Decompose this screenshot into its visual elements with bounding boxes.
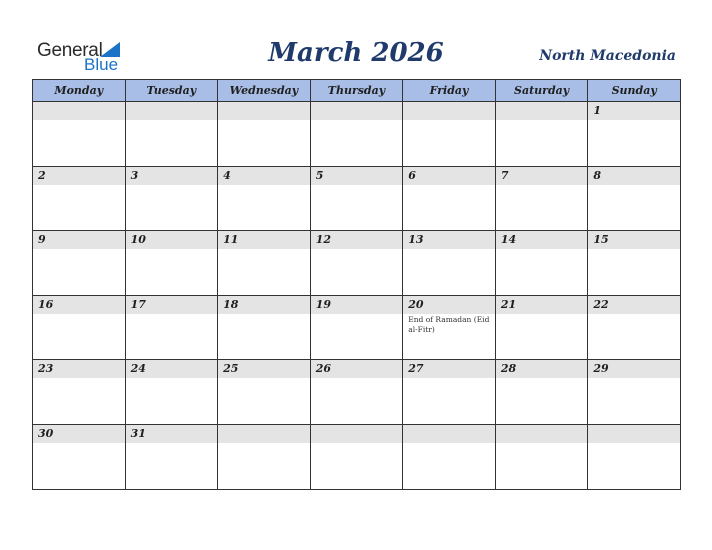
day-number: 7 xyxy=(496,167,588,185)
week-row xyxy=(33,360,681,425)
day-cell xyxy=(125,295,218,360)
day-cell xyxy=(125,166,218,231)
day-number xyxy=(311,102,403,120)
day-cell xyxy=(33,295,126,360)
day-number: 19 xyxy=(311,296,403,314)
day-cell xyxy=(495,166,588,231)
holiday-label: End of Ramadan (Eid al-Fitr) xyxy=(408,314,490,334)
country-name: North Macedonia xyxy=(539,48,676,64)
day-number: 20 xyxy=(403,296,495,314)
day-number: 24 xyxy=(126,360,218,378)
weekday-friday: Friday xyxy=(403,80,496,102)
day-cell xyxy=(588,295,681,360)
day-number: 12 xyxy=(311,231,403,249)
day-number: 17 xyxy=(126,296,218,314)
day-cell xyxy=(125,360,218,425)
day-number: 4 xyxy=(218,167,310,185)
day-cell xyxy=(310,424,403,489)
day-number: 9 xyxy=(33,231,125,249)
day-number: 23 xyxy=(33,360,125,378)
weekday-monday: Monday xyxy=(33,80,126,102)
day-number: 25 xyxy=(218,360,310,378)
day-cell xyxy=(403,166,496,231)
week-row xyxy=(33,166,681,231)
day-number: 26 xyxy=(311,360,403,378)
month-calendar xyxy=(32,79,681,490)
logo-word-blue: Blue xyxy=(84,55,119,74)
calendar-title: March 2026 xyxy=(268,38,444,68)
weekday-sunday: Sunday xyxy=(588,80,681,102)
day-cell xyxy=(588,102,681,167)
weekday-tuesday: Tuesday xyxy=(125,80,218,102)
weekday-thursday: Thursday xyxy=(310,80,403,102)
day-number: 8 xyxy=(588,167,680,185)
day-number: 29 xyxy=(588,360,680,378)
day-cell xyxy=(33,360,126,425)
day-number: 16 xyxy=(33,296,125,314)
day-cell xyxy=(218,166,311,231)
day-cell xyxy=(588,231,681,296)
day-number: 5 xyxy=(311,167,403,185)
day-number xyxy=(218,102,310,120)
day-number xyxy=(496,425,588,443)
day-cell xyxy=(403,360,496,425)
week-row xyxy=(33,102,681,167)
weekday-wednesday: Wednesday xyxy=(218,80,311,102)
day-number xyxy=(403,425,495,443)
day-cell xyxy=(125,231,218,296)
day-number xyxy=(588,425,680,443)
day-cell xyxy=(218,424,311,489)
day-number: 21 xyxy=(496,296,588,314)
day-cell xyxy=(218,295,311,360)
day-cell xyxy=(218,231,311,296)
day-cell xyxy=(310,360,403,425)
day-cell xyxy=(495,102,588,167)
day-cell xyxy=(33,231,126,296)
day-number xyxy=(403,102,495,120)
day-number: 1 xyxy=(588,102,680,120)
day-number: 2 xyxy=(33,167,125,185)
day-number: 13 xyxy=(403,231,495,249)
day-number: 14 xyxy=(496,231,588,249)
day-number: 10 xyxy=(126,231,218,249)
day-cell xyxy=(588,360,681,425)
day-number xyxy=(496,102,588,120)
day-cell xyxy=(310,295,403,360)
day-number: 11 xyxy=(218,231,310,249)
weekday-saturday: Saturday xyxy=(495,80,588,102)
day-cell xyxy=(495,295,588,360)
day-cell xyxy=(588,166,681,231)
week-row xyxy=(33,424,681,489)
week-row xyxy=(33,295,681,360)
day-cell xyxy=(403,424,496,489)
logo-word-general: General xyxy=(37,40,103,61)
day-number: 15 xyxy=(588,231,680,249)
day-number: 28 xyxy=(496,360,588,378)
day-number xyxy=(33,102,125,120)
day-cell xyxy=(125,102,218,167)
day-cell xyxy=(218,360,311,425)
day-number: 31 xyxy=(126,425,218,443)
day-number: 18 xyxy=(218,296,310,314)
week-row xyxy=(33,231,681,296)
day-cell xyxy=(218,102,311,167)
day-cell xyxy=(33,424,126,489)
day-cell xyxy=(588,424,681,489)
day-number: 30 xyxy=(33,425,125,443)
day-cell xyxy=(310,231,403,296)
calendar-body xyxy=(33,102,681,490)
day-cell xyxy=(495,424,588,489)
day-number: 22 xyxy=(588,296,680,314)
day-cell xyxy=(33,102,126,167)
day-cell xyxy=(403,102,496,167)
day-cell xyxy=(33,166,126,231)
day-cell xyxy=(310,102,403,167)
day-number: 6 xyxy=(403,167,495,185)
day-cell xyxy=(495,231,588,296)
day-number xyxy=(311,425,403,443)
day-number: 27 xyxy=(403,360,495,378)
day-cell xyxy=(403,231,496,296)
day-number: 3 xyxy=(126,167,218,185)
day-number xyxy=(218,425,310,443)
day-cell xyxy=(310,166,403,231)
day-number xyxy=(126,102,218,120)
day-cell xyxy=(403,295,496,360)
day-cell xyxy=(125,424,218,489)
weekday-header-row xyxy=(33,80,681,102)
day-cell xyxy=(495,360,588,425)
